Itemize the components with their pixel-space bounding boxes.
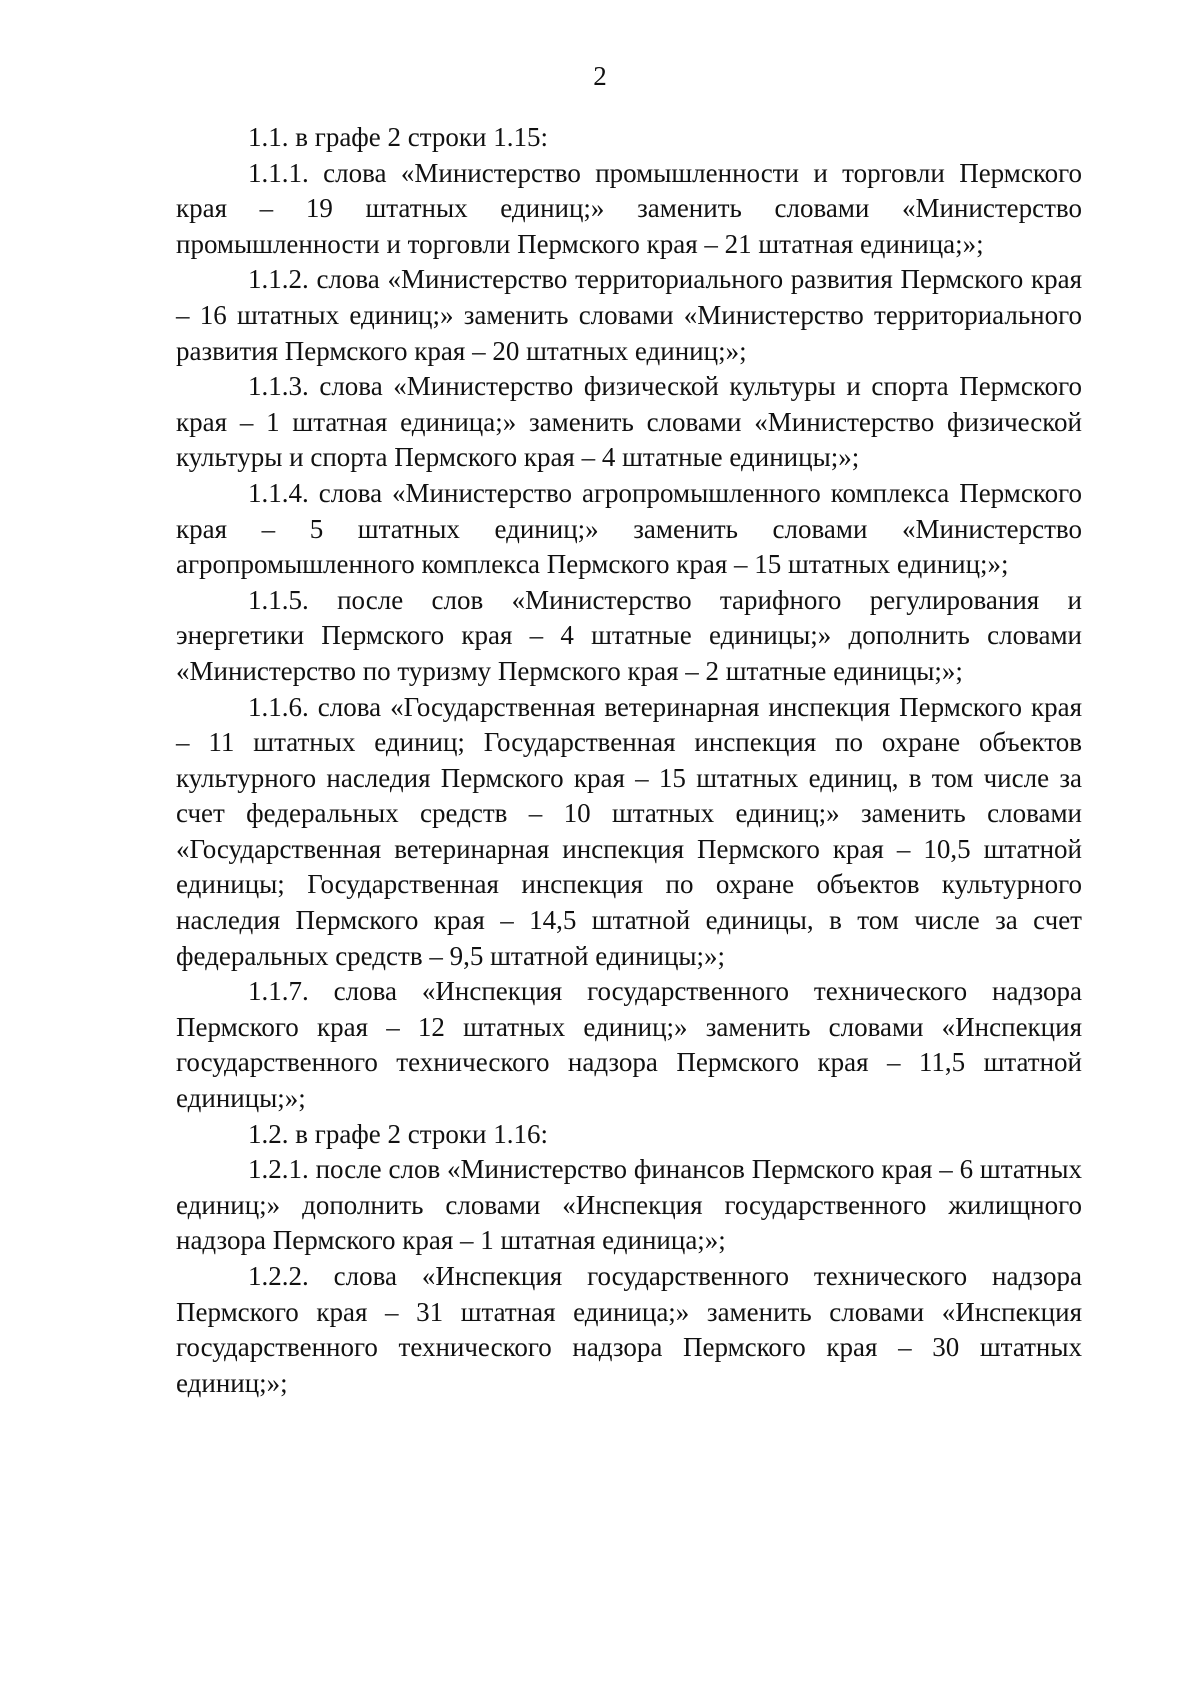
paragraph-1-1-5: 1.1.5. после слов «Министерство тарифного регулирования и энергетики Пермского края – 4 штатные единицы;» дополнить словами «Министерство по туризму Пермского края – 2 штатные единицы;»; — [176, 584, 1082, 686]
paragraph-1-1-6: 1.1.6. слова «Государственная ветеринарная инспекция Пермского края – 11 штатных единиц; Государственная инспекция по охране объектов культурного наследия Пермского края – 15 штатных единиц, в том числе за счет федеральных средств – 10 штатных единиц;» заменить словами «Государственная ветеринарная инспекция Пермского края – 10,5 штатной единицы; Государственная инспекция по охране объектов культурного наследия Пермского края – 14,5 штатной единицы, в том числе за счет федеральных средств – 9,5 штатной единицы;»; — [176, 691, 1082, 971]
paragraph-1-1: 1.1. в графе 2 строки 1.15: — [248, 122, 548, 152]
paragraph-1-2-1: 1.2.1. после слов «Министерство финансов Пермского края – 6 штатных единиц;» дополнить словами «Инспекция государственного жилищного надзора Пермского края – 1 штатная единица;»; — [176, 1154, 1082, 1256]
paragraph-1-1-7: 1.1.7. слова «Инспекция государственного технического надзора Пермского края – 12 штатных единиц;» заменить словами «Инспекция государственного технического надзора Пермского края – 11,5 штатной единицы;»; — [176, 976, 1082, 1114]
paragraph-1-2-2: 1.2.2. слова «Инспекция государственного технического надзора Пермского края – 31 штатная единица;» заменить словами «Инспекция государственного технического надзора Пермского края – 30 штатных единиц;»; — [176, 1261, 1082, 1398]
document-body — [176, 120, 1082, 1401]
paragraph-1-1-4: 1.1.4. слова «Министерство агропромышленного комплекса Пермского края – 5 штатных единиц;» заменить словами «Министерство агропромышленного комплекса Пермского края – 15 штатных единиц;»; — [176, 477, 1082, 580]
paragraph-1-1-2: 1.1.2. слова «Министерство территориального развития Пермского края – 16 штатных единиц;» заменить словами «Министерство территориального развития Пермского края – 20 штатных единиц;»; — [176, 264, 1082, 366]
paragraph-1-2: 1.2. в графе 2 строки 1.16: — [248, 1118, 548, 1149]
paragraph-1-1-3: 1.1.3. слова «Министерство физической культуры и спорта Пермского края – 1 штатная единица;» заменить словами «Министерство физической культуры и спорта Пермского края – 4 штатные единицы;»; — [176, 371, 1082, 473]
paragraph-1-1-1: 1.1.1. слова «Министерство промышленности и торговли Пермского края – 19 штатных единиц;» заменить словами «Министерство промышленности и торговли Пермского края – 21 штатная единица;»; — [176, 157, 1082, 259]
page-number: 2 — [593, 61, 607, 91]
